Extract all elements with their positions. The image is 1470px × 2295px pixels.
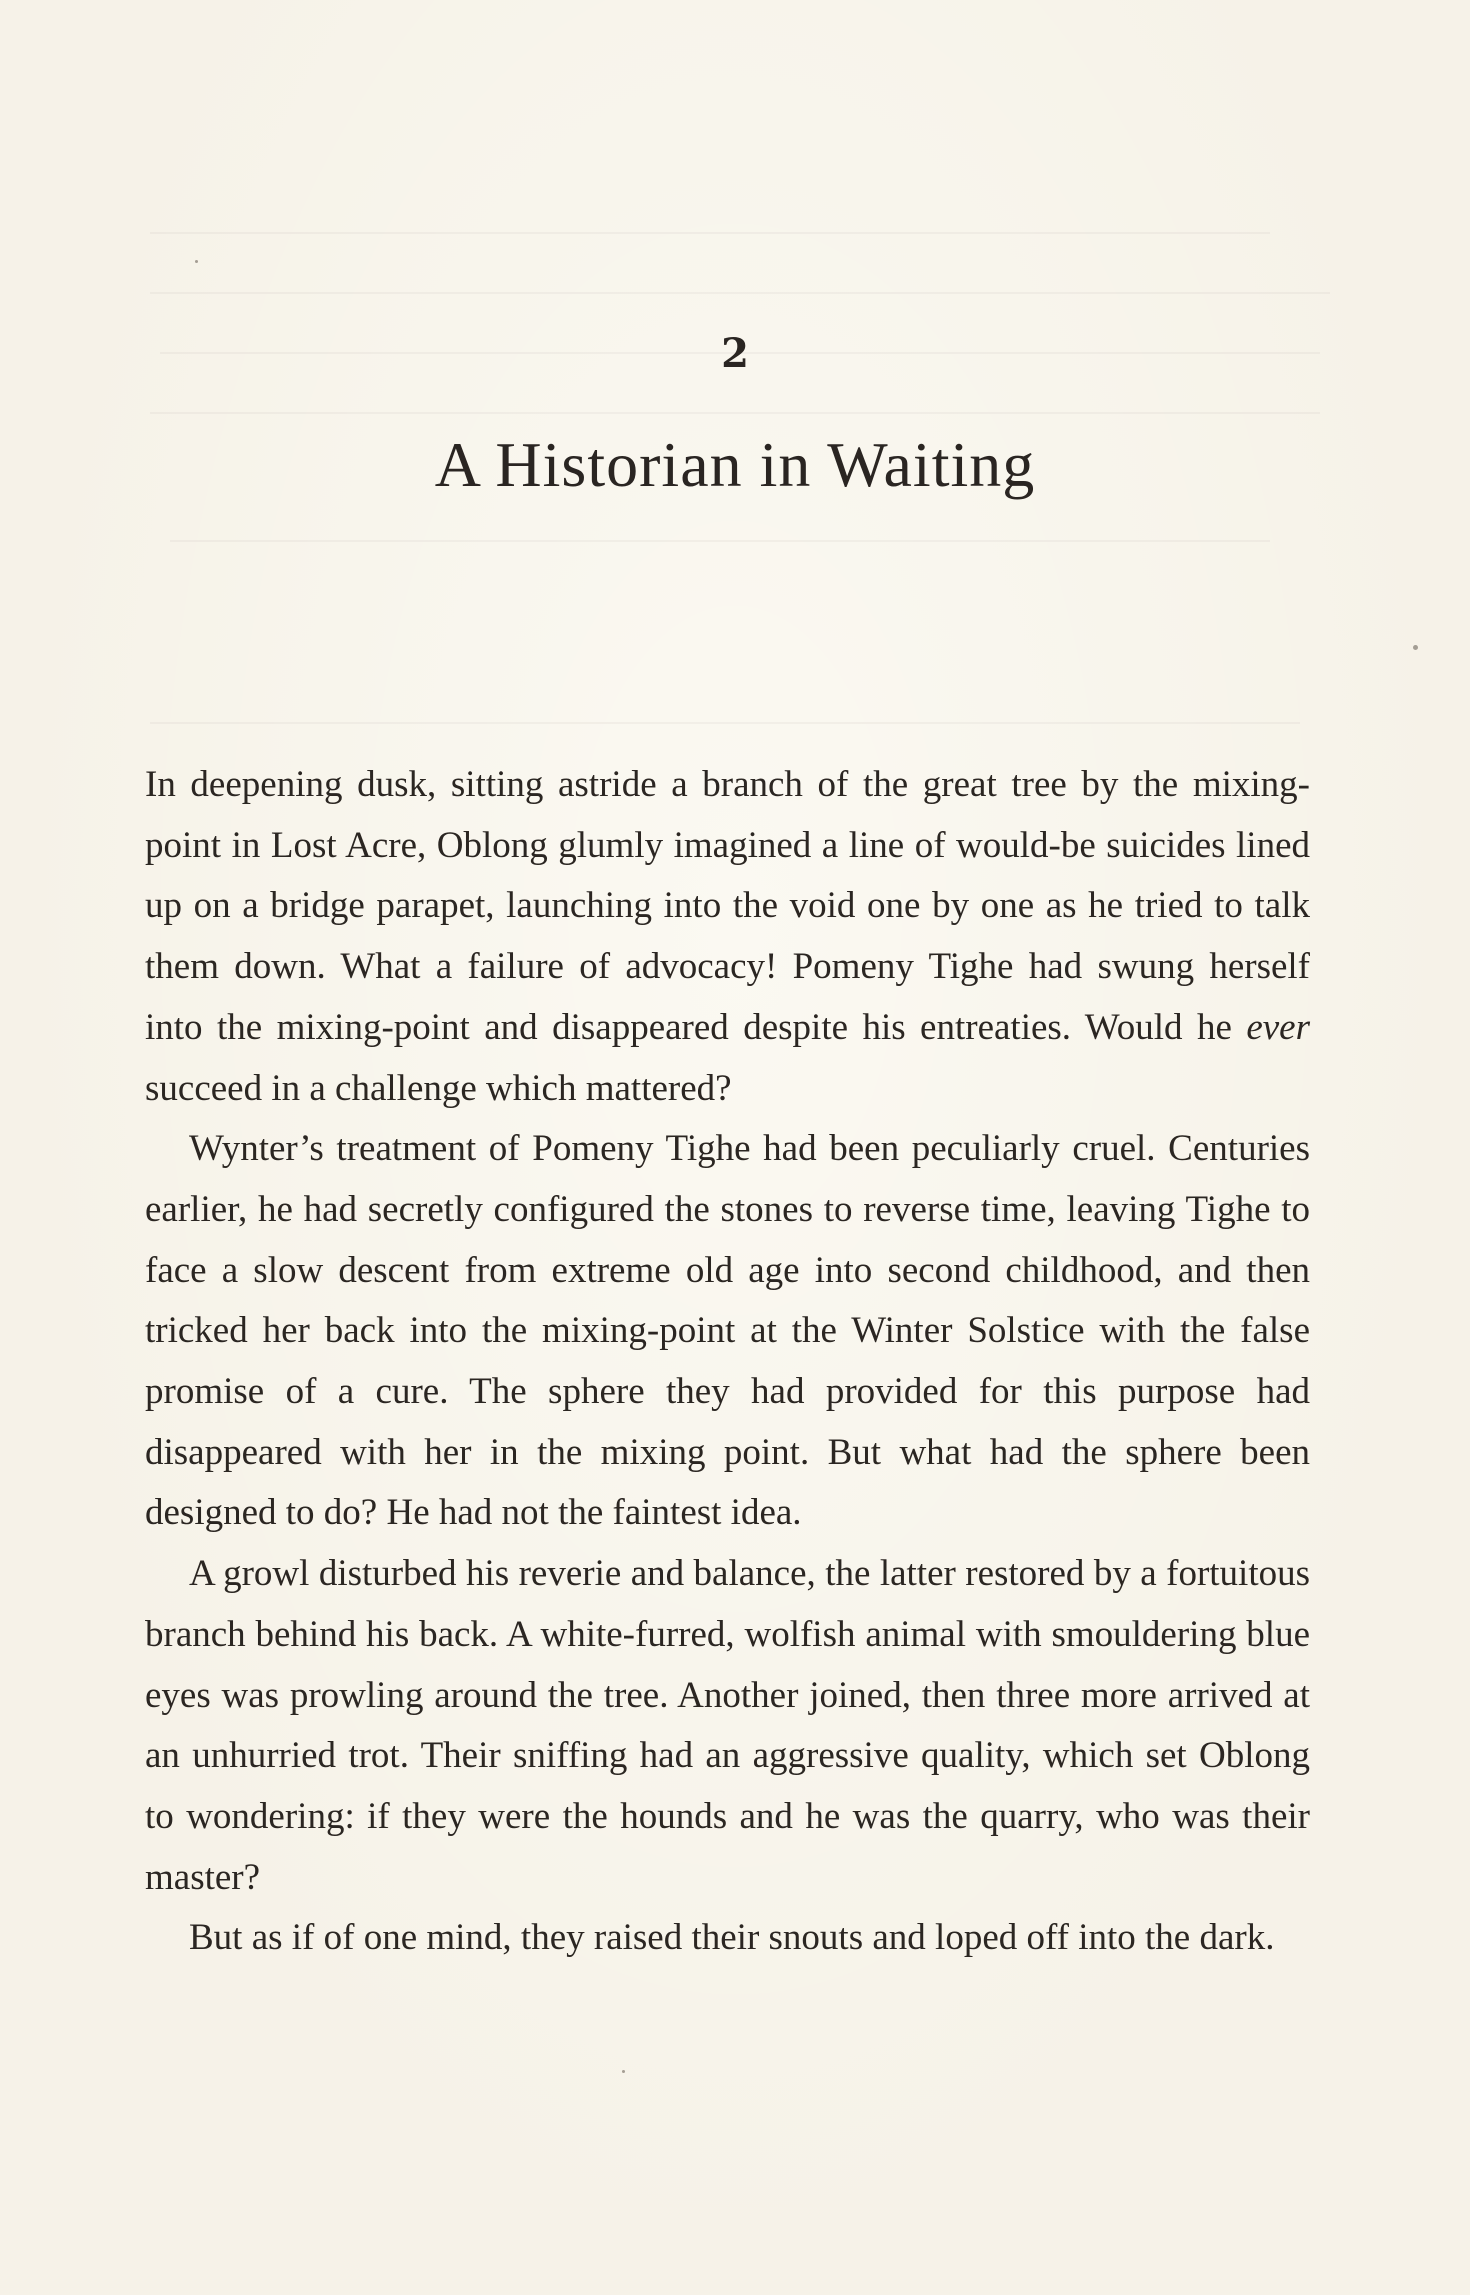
paragraph-1 bbox=[145, 755, 1310, 1119]
paragraph-3: A growl disturbed his reverie and balance, the latter restored by a fortuitous branch behind his back. A white-furred, wolfish animal with smouldering blue eyes was prowling around the tree. Another joined, then three more arrived at an unhurried trot. Their sniffing had an aggressive quality, which set Oblong to wondering: if they were the hounds and he was the quarry, who was their master? bbox=[145, 1553, 1310, 1898]
paragraph-4: But as if of one mind, they raised their snouts and loped off into the dark. bbox=[189, 1917, 1275, 1959]
chapter-number: 2 bbox=[721, 330, 749, 377]
paper-speck bbox=[622, 2070, 625, 2073]
paragraph-1-emphasis: ever bbox=[1246, 1006, 1310, 1048]
paragraph-1-text-b: succeed in a challenge which mattered? bbox=[145, 1067, 732, 1109]
show-through-line bbox=[150, 722, 1300, 724]
paragraph-1-text-a: In deepening dusk, sitting astride a branch of the great tree by the mixing-point in Lost Acre, Oblong glumly imagined a line of would-be suicides lined up on a bridge parapet, launching into the void one by one as he tried to talk them down. What a failure of advocacy! Pomeny Tighe had swung herself into the mixing-point and disappeared despite his entreaties. Would he bbox=[145, 764, 1310, 1048]
chapter-body bbox=[145, 755, 1310, 1969]
paragraph-2: Wynter’s treatment of Pomeny Tighe had been peculiarly cruel. Centuries earlier, he had secretly configured the stones to reverse time, leaving Tighe to face a slow descent from extreme old age into second childhood, and then tricked her back into the mixing-point at the Winter Solstice with the false promise of a cure. The sphere they had provided for this purpose had disappeared with her in the mixing point. But what had the sphere been designed to do? He had not the faintest idea. bbox=[145, 1128, 1310, 1534]
paper-speck bbox=[1413, 645, 1418, 650]
show-through-line bbox=[150, 412, 1320, 414]
show-through-line bbox=[150, 292, 1330, 294]
show-through-line bbox=[150, 232, 1270, 234]
paper-speck bbox=[195, 260, 198, 263]
chapter-title: A Historian in Waiting bbox=[434, 429, 1036, 500]
show-through-line bbox=[170, 540, 1270, 542]
